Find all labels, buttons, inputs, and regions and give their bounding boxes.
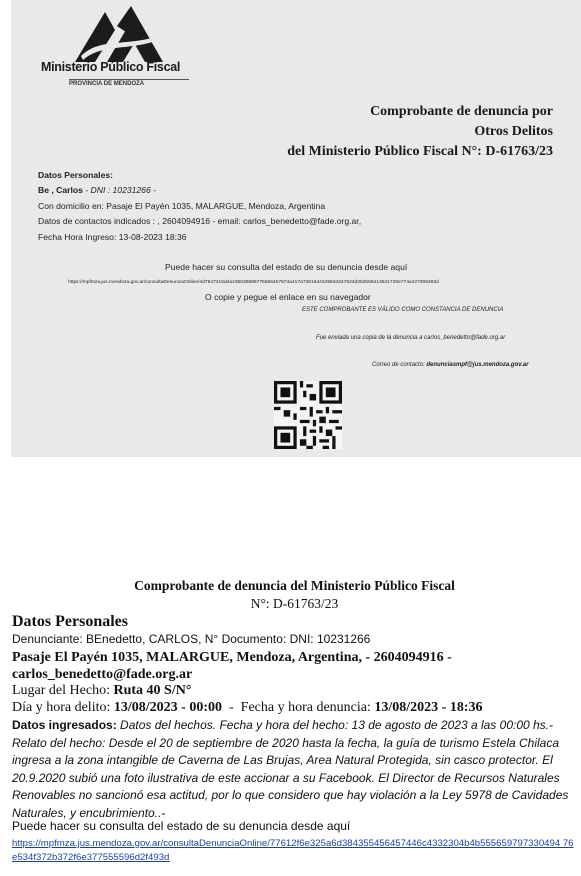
doc-consulta-link[interactable]: https://mpfmza.jus.mendoza.gov.ar/consultaDenunciaOnline/77612f6e325a6d384355456457446c4332304b4b555659797330494 76e534f372b372f6e377555596d2f493d [12, 838, 574, 863]
dates-separator: - [221, 700, 241, 715]
doc-title: Comprobante de denuncia del Ministerio Público Fiscal [134, 578, 455, 593]
contact-label: Correo de contacto: [372, 362, 425, 368]
receipt-title-line3: del Ministerio Público Fiscal N°: D-61763/23 [287, 144, 553, 159]
person-name: Be , Carlos [38, 185, 83, 195]
person-dni: - DNI : 10231266 - [85, 185, 156, 195]
scanned-receipt-image [11, 0, 581, 457]
receipt-title-line1: Comprobante de denuncia por [370, 104, 553, 119]
person-line [38, 185, 156, 195]
valid-notice: ESTE COMPROBANTE ES VÁLIDO COMO CONSTANCIA DE DENUNCIA [302, 307, 504, 313]
org-name: Ministerio Público Fiscal [41, 60, 181, 74]
lugar-label: Lugar del Hecho: [12, 683, 110, 698]
ingresados-block [12, 717, 577, 822]
contact-line [372, 362, 529, 368]
contacts-line: Datos de contactos indicados : , 2604094916 - email: carlos_benedetto@fade.org.ar, [38, 216, 362, 226]
qr-code-icon[interactable] [274, 381, 342, 449]
ingresados-text: Datos del hechos. Fecha y hora del hecho: 13 de agosto de 2023 a las 00:00 hs.- Relato del hecho: Desde el 20 de septiembre de 2020 hasta la fecha, la guía de turismo Estela Chilaca ingresa a la zona intangible de Caverna de Las Brujas, Area Natural Protegida, sin casco protector. El 20.9.2020 subió una foto ilustrativa de este accionar a su Facebook. El Director de Recursos Naturales Renovables no sancionó esa actitud, por lo que considero que hay violación a la Ley 5978 de Cavidades Naturales, y encubrimiento..- [12, 718, 569, 820]
dia-label: Día y hora delito: [12, 700, 111, 715]
consulta-text: Puede hacer su consulta del estado de su denuncia desde aquí [165, 262, 408, 272]
personal-data-heading: Datos Personales: [38, 170, 113, 180]
lugar-line [12, 683, 577, 699]
copy-sent-notice: Fue enviada una copia de la denuncia a carlos_benedetto@fade.org.ar [316, 335, 506, 341]
address-block: Pasaje El Payén 1035, MALARGUE, Mendoza, Argentina, - 2604094916 - carlos_benedetto@fade.org.ar [12, 650, 452, 682]
receipt-title-line2: Otros Delitos [474, 124, 553, 139]
consulta-url[interactable]: https://mpfmza.jus.mendoza.gov.ar/consultaDenunciaOnline/4d7947416d4a435635695776586467574a417a7361644349634247624d352b55413541726e774a427369493d [68, 280, 439, 285]
lugar-value: Ruta 40 S/N° [113, 683, 192, 698]
ministerio-logo [41, 0, 201, 92]
dia-value: 13/08/2023 - 00:00 [113, 700, 222, 715]
contact-email: denunciasmpf@jus.mendoza.gov.ar [426, 362, 529, 368]
doc-section-heading: Datos Personales [12, 613, 128, 630]
fecha-value: 13/08/2023 - 18:36 [374, 700, 483, 715]
ingresados-label: Datos ingresados: [12, 718, 117, 732]
address-line: Con domicilio en: Pasaje El Payén 1035, MALARGUE, Mendoza, Argentina [38, 201, 326, 211]
copie-text: O copie y pegue el enlace en su navegador [205, 292, 371, 302]
ingreso-line: Fecha Hora Ingreso: 13-08-2023 18:36 [38, 232, 187, 242]
doc-url-wrap [12, 836, 577, 864]
doc-consulta-text: Puede hacer su consulta del estado de su denuncia desde aquí [12, 819, 351, 833]
dates-line [12, 700, 577, 716]
doc-number: N°: D-61763/23 [250, 596, 339, 611]
fecha-label: Fecha y hora denuncia: [240, 700, 371, 715]
denunciante-line: Denunciante: BEnedetto, CARLOS, N° Documento: DNI: 10231266 [12, 632, 371, 646]
org-province: PROVINCIA DE MENDOZA [69, 79, 189, 87]
mpf-emblem-icon [71, 6, 167, 62]
